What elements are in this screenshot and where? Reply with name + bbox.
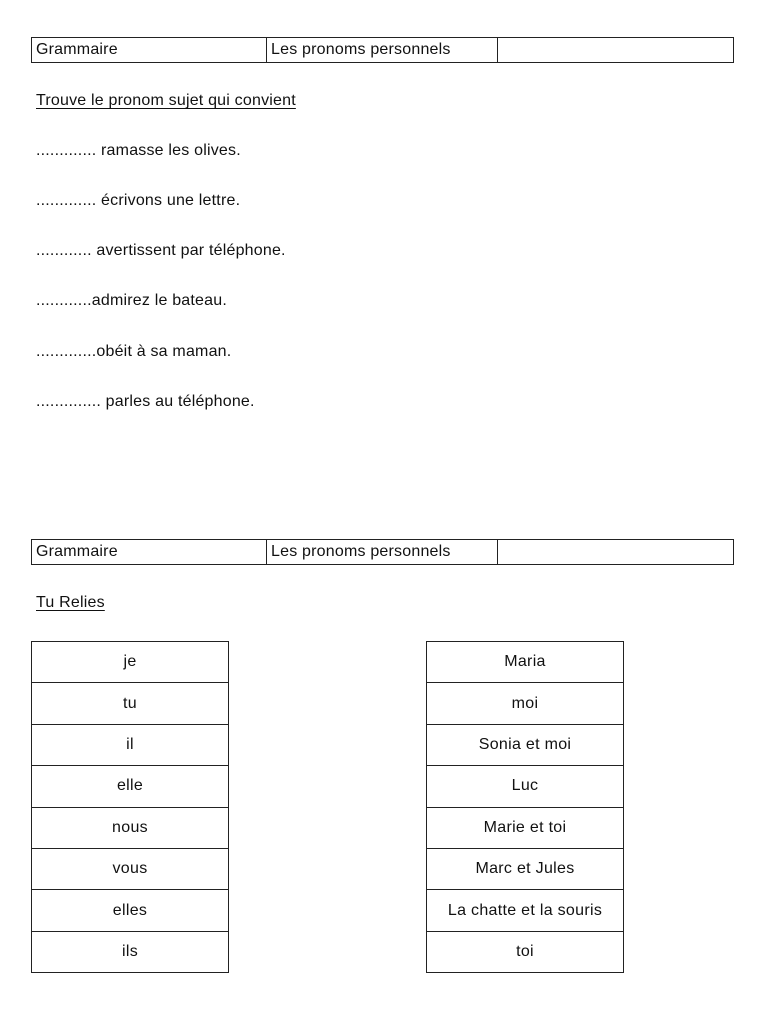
noun-cell[interactable]: Marie et toi: [427, 807, 624, 848]
pronoun-cell[interactable]: elle: [32, 766, 229, 807]
pronoun-cell[interactable]: nous: [32, 807, 229, 848]
header-blank-cell: [498, 38, 734, 63]
pronoun-cell[interactable]: tu: [32, 683, 229, 724]
pronoun-cell[interactable]: elles: [32, 890, 229, 931]
header-blank-cell: [498, 540, 734, 565]
instruction-heading-1: Trouve le pronom sujet qui convient: [36, 92, 296, 109]
exercise-sentence-3: ............ avertissent par téléphone.: [36, 242, 286, 259]
noun-cell[interactable]: La chatte et la souris: [427, 890, 624, 931]
header-table-2: [31, 539, 734, 565]
exercise-sentence-5: .............obéit à sa maman.: [36, 343, 232, 360]
noun-cell[interactable]: Sonia et moi: [427, 724, 624, 765]
exercise-sentence-4: ............admirez le bateau.: [36, 292, 227, 309]
exercise-sentence-2: ............. écrivons une lettre.: [36, 192, 241, 209]
pronoun-cell[interactable]: je: [32, 642, 229, 683]
header-topic: Les pronoms personnels: [267, 540, 498, 565]
noun-cell[interactable]: Luc: [427, 766, 624, 807]
noun-cell[interactable]: Marc et Jules: [427, 848, 624, 889]
exercise-sentence-1: ............. ramasse les olives.: [36, 142, 241, 159]
pronoun-cell[interactable]: ils: [32, 931, 229, 972]
noun-cell[interactable]: Maria: [427, 642, 624, 683]
pronoun-cell[interactable]: vous: [32, 848, 229, 889]
pronoun-cell[interactable]: il: [32, 724, 229, 765]
noun-table: [426, 641, 624, 973]
noun-cell[interactable]: toi: [427, 931, 624, 972]
instruction-heading-2: Tu Relies: [36, 594, 105, 611]
header-topic: Les pronoms personnels: [267, 38, 498, 63]
exercise-sentence-6: .............. parles au téléphone.: [36, 393, 255, 410]
header-table-1: [31, 37, 734, 63]
header-subject: Grammaire: [32, 540, 267, 565]
header-subject: Grammaire: [32, 38, 267, 63]
pronoun-table: [31, 641, 229, 973]
noun-cell[interactable]: moi: [427, 683, 624, 724]
